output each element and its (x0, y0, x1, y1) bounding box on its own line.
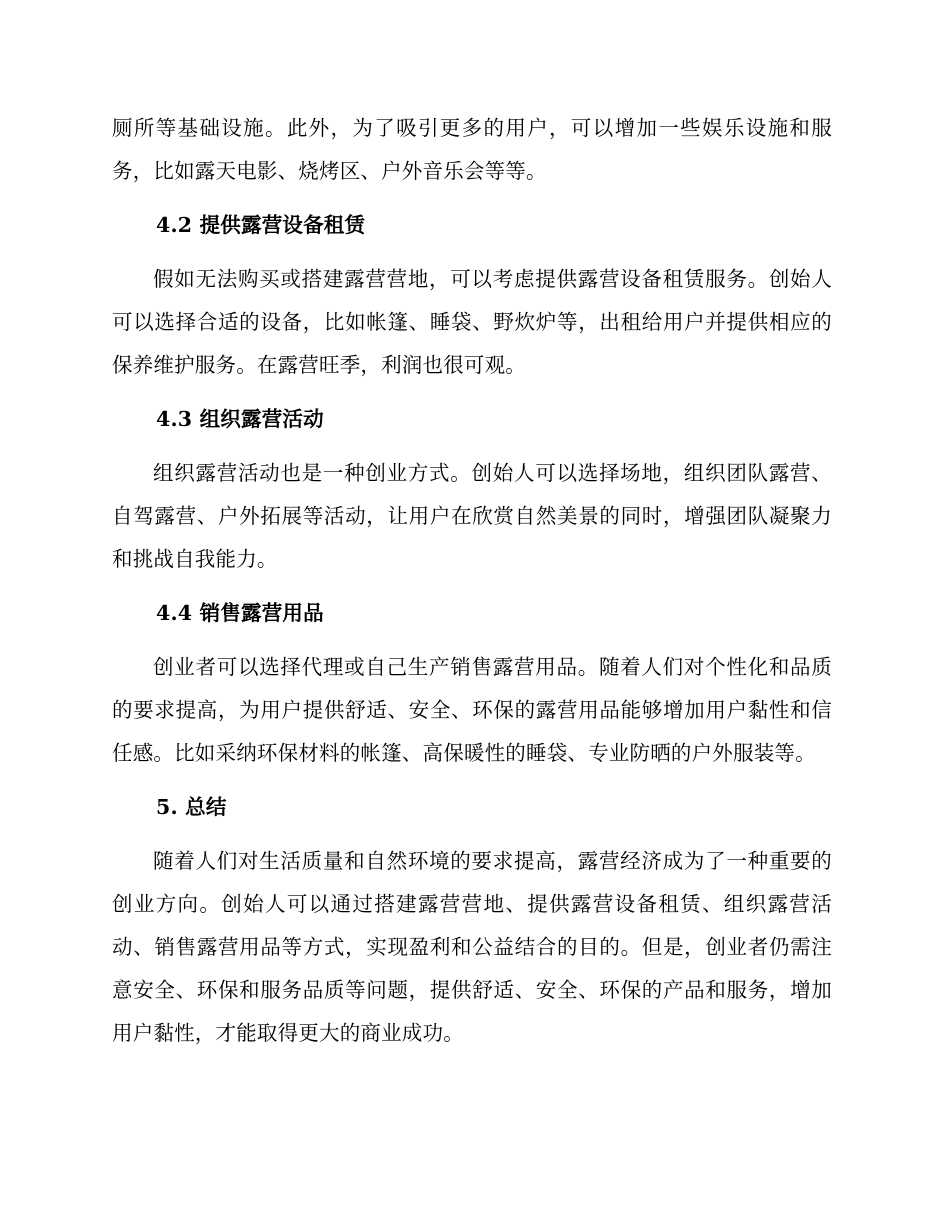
heading-organize-activities: 4.3 组织露营活动 (156, 407, 324, 431)
paragraph-sell-supplies: 创业者可以选择代理或自己生产销售露营用品。随着人们对个性化和品质的要求提高，为用户提供舒适、安全、环保的露营用品能够增加用户黏性和信任感。比如采纳环保材料的帐篷、高保暖性的睡袋、专业防晒的户外服装等。 (112, 655, 832, 765)
document-body (112, 107, 832, 1066)
heading-sell-supplies: 4.4 销售露营用品 (156, 601, 324, 625)
paragraph-organize-activities: 组织露营活动也是一种创业方式。创始人可以选择场地，组织团队露营、自驾露营、户外拓展等活动，让用户在欣赏自然美景的同时，增强团队凝聚力和挑战自我能力。 (112, 461, 832, 571)
paragraph-equipment-rental: 假如无法购买或搭建露营营地，可以考虑提供露营设备租赁服务。创始人可以选择合适的设备，比如帐篷、睡袋、野炊炉等，出租给用户并提供相应的保养维护服务。在露营旺季，利润也很可观。 (112, 267, 832, 377)
paragraph-summary: 随着人们对生活质量和自然环境的要求提高，露营经济成为了一种重要的创业方向。创始人可以通过搭建露营营地、提供露营设备租赁、组织露营活动、销售露营用品等方式，实现盈利和公益结合的目的。但是，创业者仍需注意安全、环保和服务品质等问题，提供舒适、安全、环保的产品和服务，增加用户黏性，才能取得更大的商业成功。 (112, 849, 832, 1045)
heading-equipment-rental: 4.2 提供露营设备租赁 (156, 213, 366, 237)
paragraph-facilities-continued: 厕所等基础设施。此外，为了吸引更多的用户，可以增加一些娱乐设施和服务，比如露天电影、烧烤区、户外音乐会等等。 (112, 116, 832, 183)
heading-summary: 5. 总结 (156, 795, 227, 819)
